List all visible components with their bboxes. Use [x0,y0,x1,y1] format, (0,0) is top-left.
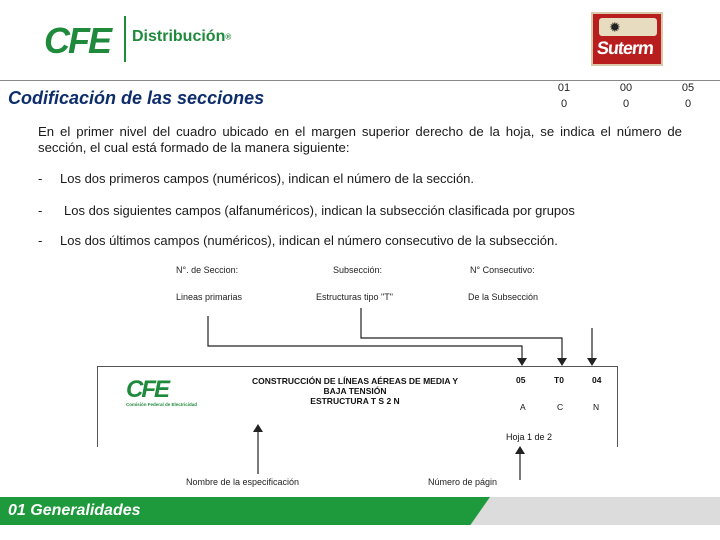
code-cell: 0 [622,98,630,110]
code-cell: 0 [684,98,692,110]
code-cell: 00 [619,82,633,94]
intro-paragraph: En el primer nivel del cuadro ubicado en el margen superior derecho de la hoja, se indica el número de sección, el cual está formado de la manera siguiente: [38,124,682,155]
arrow-line-subsection [361,308,562,358]
page-title: Codificación de las secciones [8,88,265,108]
value-primary-lines: Lineas primarias [176,292,243,302]
label-page-number: Número de págin [428,477,498,487]
registered-mark: ® [225,32,232,42]
code-cell: 05 [681,82,695,94]
cfe-distribucion-text: Distribución [132,28,226,45]
doc-code-consecutive: 04 [592,375,602,385]
label-consecutive: N° Consecutivo: [470,265,535,275]
doc-title-line: BAJA TENSIÓN [323,386,387,396]
value-structures: Estructuras tipo "T" [316,292,393,302]
doc-letter: N [593,402,600,412]
doc-code-section: 05 [516,375,526,385]
doc-cfe-logo-subtitle: Comisión Federal de Electricidad [126,402,198,407]
arrow-head-icon [557,358,567,366]
doc-page-number: Hoja 1 de 2 [506,432,553,442]
bullet-item: Los dos primeros campos (numéricos), indican el número de la sección. [60,171,475,186]
bullet-dash: - [38,233,43,248]
code-cell: 0 [560,98,568,110]
bullet-item: Los dos siguientes campos (alfanuméricos), indican la subsección clasificada por grupos [64,203,575,218]
suterm-logo-text: Suterm [596,38,655,58]
doc-code-subsection: T0 [554,375,564,385]
bullet-item: Los dos últimos campos (numéricos), indican el número consecutivo de la subsección. [60,233,558,248]
doc-letter: A [520,402,526,412]
label-subsection: Subsección: [333,265,383,275]
doc-letter: C [557,402,564,412]
arrow-head-icon [587,358,597,366]
cfe-logo-text: CFE [44,20,110,61]
doc-title [240,376,470,406]
footer-section-label: 01 Generalidades [8,502,141,519]
gear-icon: ✹ [609,19,621,35]
value-of-subsection: De la Subsección [468,292,539,302]
label-specification-name: Nombre de la especificación [186,477,300,487]
label-section-number: N°. de Seccion: [176,265,239,275]
footer-band-grey [470,497,720,525]
bullet-dash: - [38,171,43,186]
doc-title-line: CONSTRUCCIÓN DE LÍNEAS AÉREAS DE MEDIA Y [251,376,459,386]
doc-cfe-logo: CFE [126,376,168,403]
doc-title-line: ESTRUCTURA T S 2 N [310,396,400,406]
arrow-head-icon [517,358,527,366]
arrow-line-section [208,316,522,358]
arrow-head-icon [515,446,525,454]
bullet-dash: - [38,203,43,218]
code-cell: 01 [557,82,571,94]
